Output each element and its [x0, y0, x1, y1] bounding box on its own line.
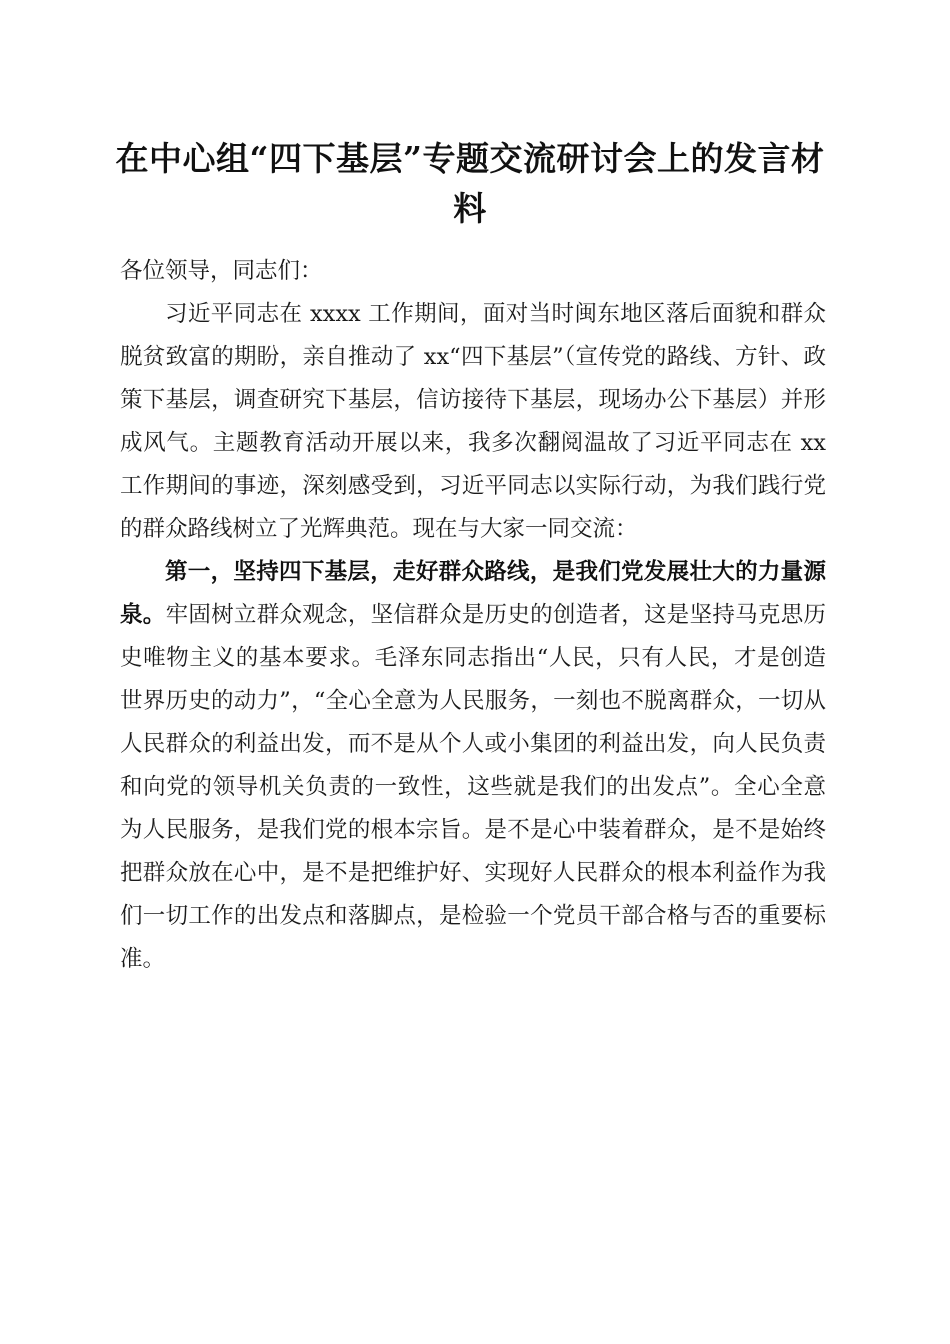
paragraph-intro [120, 293, 826, 551]
document-body [120, 250, 826, 981]
document-title: 在中心组“四下基层”专题交流研讨会上的发言材料 [115, 139, 825, 228]
paragraph-point-one [120, 551, 826, 981]
paragraph-intro-text: 习近平同志在 xxxx 工作期间，面对当时闽东地区落后面貌和群众脱贫致富的期盼，亲自推动了 xx“四下基层”（宣传党的路线、方针、政策下基层，调查研究下基层，信访接待下基层，现场办公下基层）并形成风气。主题教育活动开展以来，我多次翻阅温故了习近平同志在 xx 工作期间的事迹，深刻感受到，习近平同志以实际行动，为我们践行党的群众路线树立了光辉典范。现在与大家一同交流： [120, 301, 826, 542]
point-one-text: 牢固树立群众观念，坚信群众是历史的创造者，这是坚持马克思历史唯物主义的基本要求。毛泽东同志指出“人民，只有人民，才是创造世界历史的动力”，“全心全意为人民服务，一刻也不脱离群众，一切从人民群众的利益出发，而不是从个人或小集团的利益出发，向人民负责和向党的领导机关负责的一致性，这些就是我们的出发点”。全心全意为人民服务，是我们党的根本宗旨。是不是心中装着群众，是不是始终把群众放在心中，是不是把维护好、实现好人民群众的根本利益作为我们一切工作的出发点和落脚点，是检验一个党员干部合格与否的重要标准。 [120, 602, 826, 972]
point-one-heading: 第一，坚持四下基层，走好群众路线，是我们党发展壮大的力量源泉。 [120, 559, 826, 628]
salutation: 各位领导，同志们： [120, 258, 323, 284]
